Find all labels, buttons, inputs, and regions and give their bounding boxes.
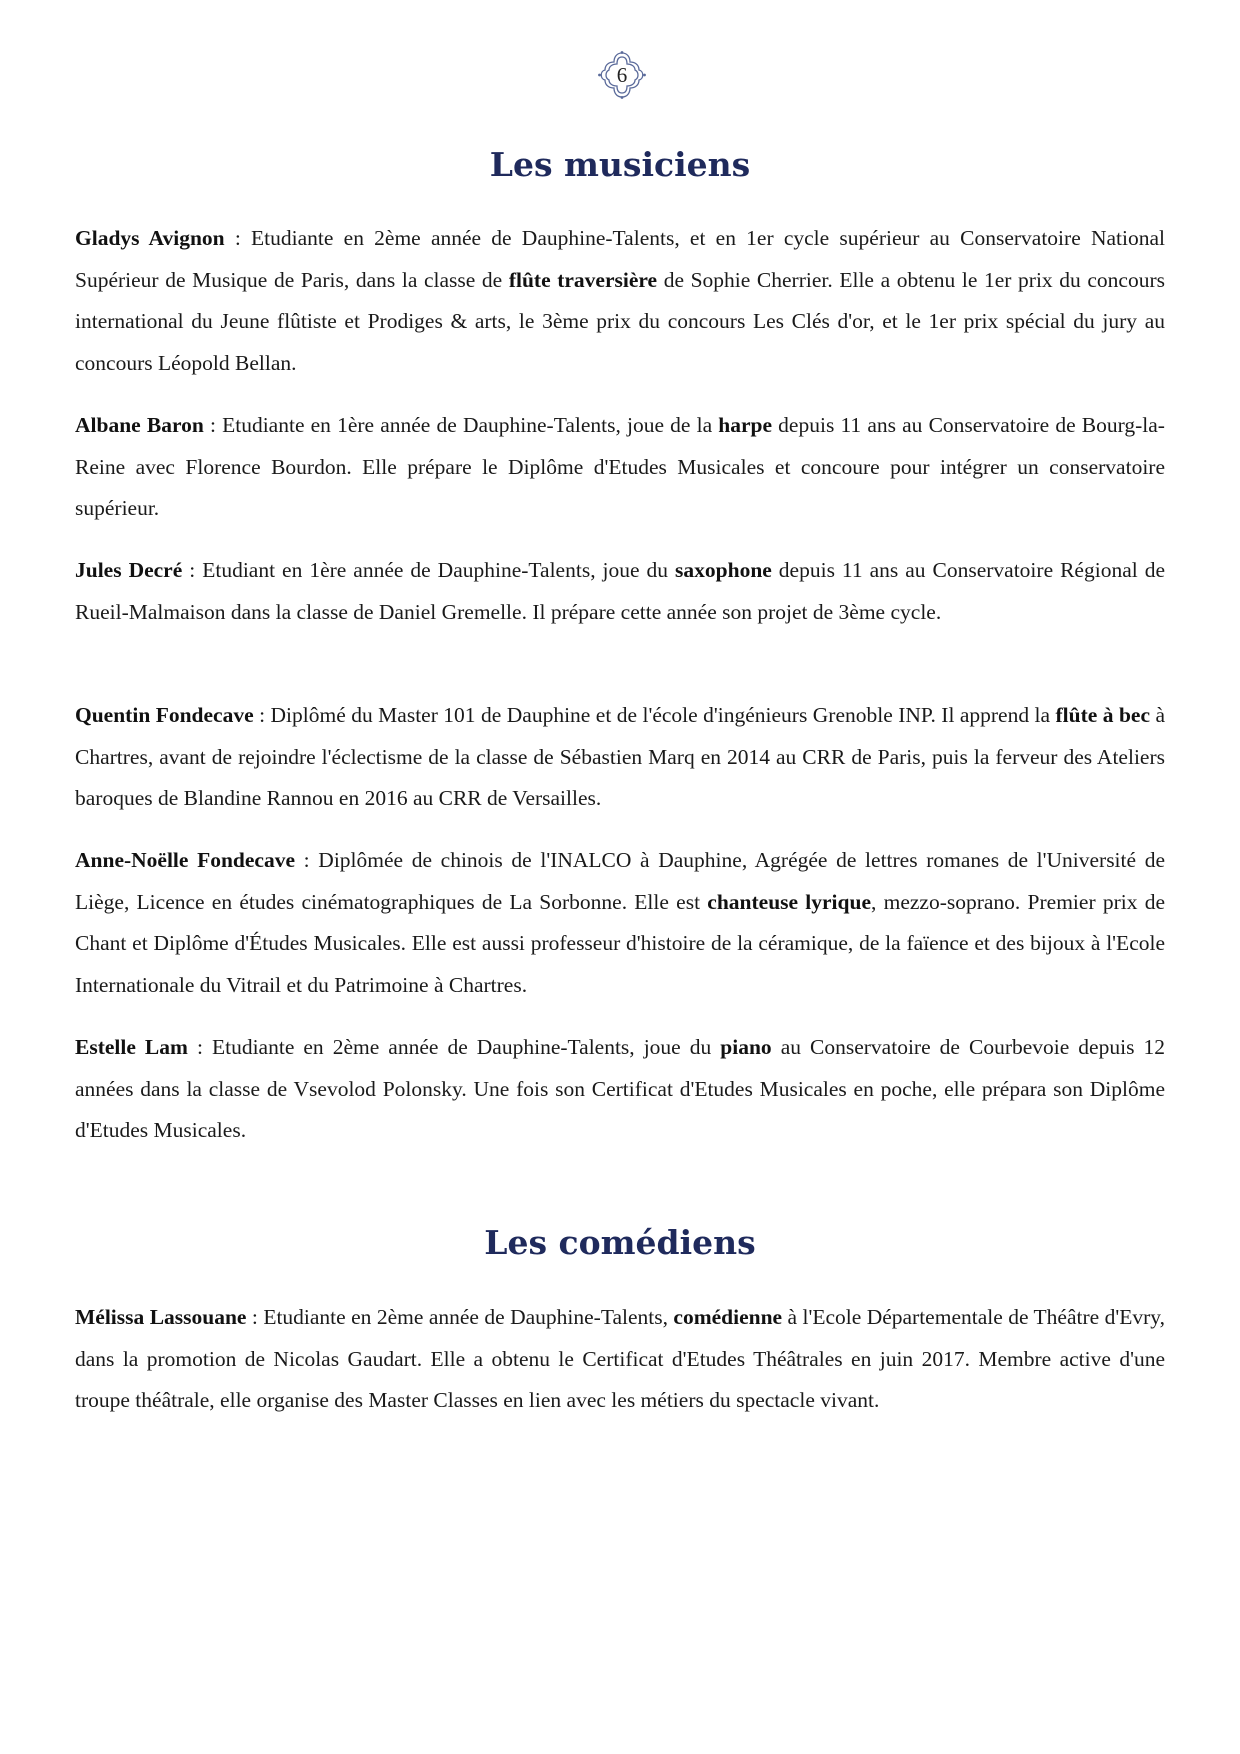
bio-albane-baron xyxy=(75,405,1165,530)
bio-separator: : xyxy=(246,1305,264,1329)
bio-text: de Sophie Cherrier. Elle a obtenu le 1er prix du concours international du Jeune flûtiste et Prodiges & arts, le 3ème prix du concours Les Clés d'or, et le 1er prix spécial du jury au concours Léopold Bellan. xyxy=(75,267,1165,375)
bio-name: Anne-Noëlle Fondecave xyxy=(75,848,296,872)
bio-text: Etudiante en 1ère année de Dauphine-Talents, joue de la xyxy=(222,413,719,437)
bio-instrument: harpe xyxy=(718,413,773,437)
bio-instrument: flûte traversière xyxy=(508,267,658,292)
bio-separator: : xyxy=(182,558,203,582)
bio-name: Gladys Avignon xyxy=(75,226,225,250)
bio-jules-decre xyxy=(75,550,1165,633)
bio-text: Diplômée de chinois de l'INALCO à Dauphine, Agrégée de lettres romanes de l'Université de Liège, Licence en études cinématographiques de La Sorbonne. Elle est xyxy=(75,848,1165,914)
bio-text: Diplômé du Master 101 de Dauphine et de l'école d'ingénieurs Grenoble INP. Il apprend la xyxy=(270,703,1056,727)
bio-anne-noelle-fondecave xyxy=(75,840,1165,1006)
bio-separator: : xyxy=(224,226,252,250)
bio-role: comédienne xyxy=(673,1305,783,1329)
bio-quentin-fondecave xyxy=(75,695,1165,820)
bio-text: Etudiante en 2ème année de Dauphine-Talents, joue du xyxy=(211,1035,721,1059)
bio-melissa-lassouane xyxy=(75,1297,1165,1422)
bio-text: à l'Ecole Départementale de Théâtre d'Evry, dans la promotion de Nicolas Gaudart. Elle a obtenu le Certificat d'Etudes Théâtrales en juin 2017. Membre active d'une troupe théâtrale, elle organise des Master Classes en lien avec les métiers du spectacle vivant. xyxy=(75,1305,1165,1412)
bio-text: , mezzo-soprano. Premier prix de Chant et Diplôme d'Études Musicales. Elle est aussi professeur d'histoire de la céramique, de la faïence et des bijoux à l'Ecole Internationale du Vitrail et du Patrimoine à Chartres. xyxy=(75,889,1165,997)
page-number: 6 xyxy=(616,63,628,87)
bio-text: depuis 11 ans au Conservatoire de Bourg-la-Reine avec Florence Bourdon. Elle prépare le Diplôme d'Etudes Musicales et concoure pour intégrer un conservatoire supérieur. xyxy=(75,413,1165,520)
bio-instrument: saxophone xyxy=(675,558,772,582)
bio-name: Jules Decré xyxy=(75,558,183,582)
bio-instrument: chanteuse lyrique xyxy=(707,889,871,914)
page-number-badge xyxy=(597,50,647,100)
bio-estelle-lam xyxy=(75,1027,1165,1152)
bio-text: Etudiante en 2ème année de Dauphine-Talents, xyxy=(263,1305,674,1329)
bio-text: depuis 11 ans au Conservatoire Régional de Rueil-Malmaison dans la classe de Daniel Gremelle. Il prépare cette année son projet de 3ème cycle. xyxy=(75,558,1165,624)
bio-text: au Conservatoire de Courbevoie depuis 12 années dans la classe de Vsevolod Polonsky. Une fois son Certificat d'Etudes Musicales en poche, elle prépara son Diplôme d'Etudes Musicales. xyxy=(75,1035,1165,1142)
bio-name: Quentin Fondecave xyxy=(75,703,254,727)
bio-instrument: flûte à bec xyxy=(1055,703,1150,727)
bio-name: Mélissa Lassouane xyxy=(75,1305,247,1329)
bio-gladys-avignon xyxy=(75,218,1165,384)
bio-separator: : xyxy=(253,703,271,727)
bio-name: Albane Baron xyxy=(75,413,204,437)
bio-instrument: piano xyxy=(720,1035,772,1059)
bio-separator: : xyxy=(203,413,223,437)
bio-text: Etudiante en 2ème année de Dauphine-Talents, et en 1er cycle supérieur au Conservatoire National Supérieur de Musique de Paris, dans la classe de xyxy=(75,226,1165,292)
section-title-musiciens: Les musiciens xyxy=(489,145,751,184)
bio-separator: : xyxy=(295,848,319,872)
bio-separator: : xyxy=(187,1035,212,1059)
bio-text: à Chartres, avant de rejoindre l'éclectisme de la classe de Sébastien Marq en 2014 au CRR de Paris, puis la ferveur des Ateliers baroques de Blandine Rannou en 2016 au CRR de Versailles. xyxy=(75,703,1165,810)
bio-text: Etudiant en 1ère année de Dauphine-Talents, joue du xyxy=(202,558,676,582)
bio-name: Estelle Lam xyxy=(75,1035,188,1059)
section-title-comediens: Les comédiens xyxy=(484,1223,756,1262)
